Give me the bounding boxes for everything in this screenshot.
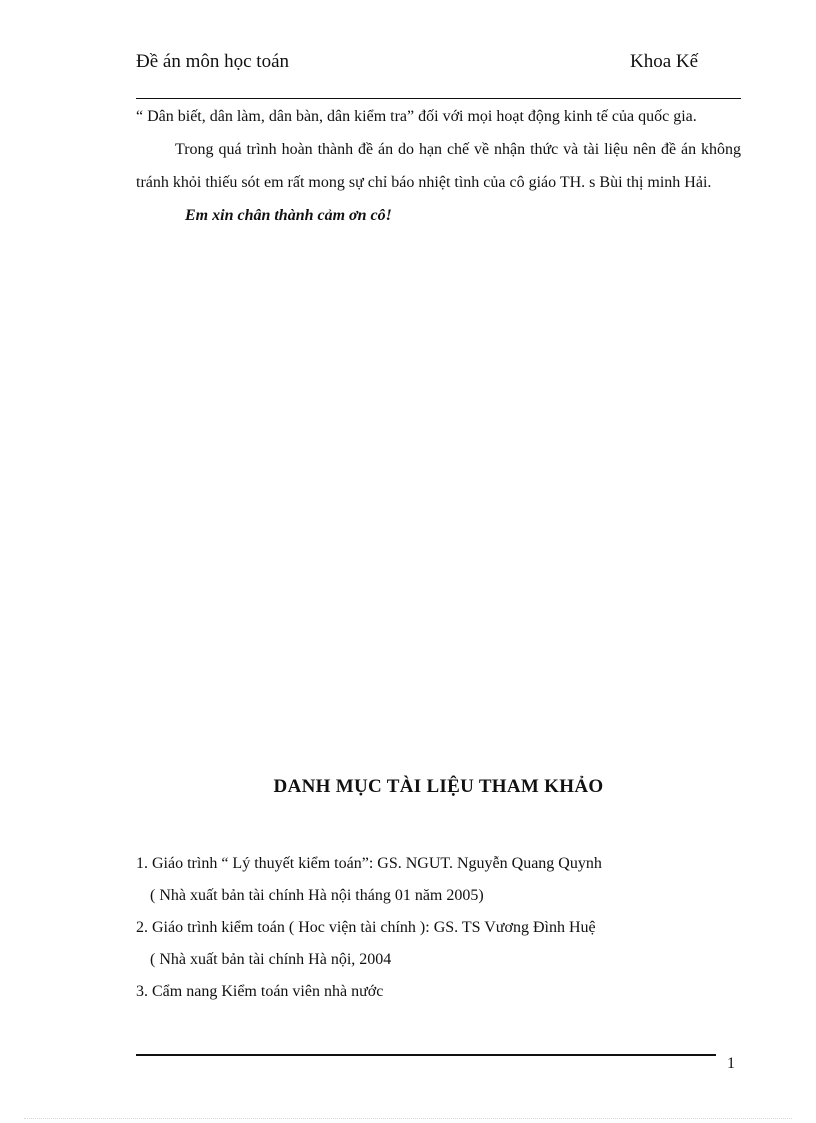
footer-divider: [136, 1054, 716, 1056]
reference-item: 1. Giáo trình “ Lý thuyết kiểm toán”: GS. NGUT. Nguyễn Quang Quynh: [136, 855, 602, 872]
references-title: DANH MỤC TÀI LIỆU THAM KHẢO: [273, 776, 604, 797]
header-course-title: Đề án môn học toán: [136, 51, 290, 72]
body-text: [136, 100, 741, 232]
page-number: 1: [727, 1055, 735, 1072]
paragraph-2: Trong quá trình hoàn thành đề án do hạn chế về nhận thức và tài liệu nên đề án không tránh khỏi thiếu sót em rất mong sự chỉ báo nhiệt tình của cô giáo TH. s Bùi thị minh Hải.: [136, 141, 741, 191]
thanks-line: Em xin chân thành cảm ơn cô!: [185, 207, 392, 224]
reference-item: 2. Giáo trình kiểm toán ( Hoc viện tài chính ): GS. TS Vương Đình Huệ: [136, 919, 596, 936]
reference-list: [136, 848, 741, 1008]
reference-item-publisher: ( Nhà xuất bản tài chính Hà nội tháng 01 năm 2005): [150, 887, 484, 904]
header-faculty: Khoa Kế: [630, 51, 699, 72]
header-divider: [136, 98, 741, 99]
paragraph-1: “ Dân biết, dân làm, dân bàn, dân kiểm tra” đối với mọi hoạt động kinh tế của quốc gia.: [136, 108, 697, 125]
reference-item: 3. Cẩm nang Kiểm toán viên nhà nước: [136, 983, 384, 1000]
page-edge: [24, 1118, 792, 1119]
reference-item-publisher: ( Nhà xuất bản tài chính Hà nội, 2004: [150, 951, 392, 968]
